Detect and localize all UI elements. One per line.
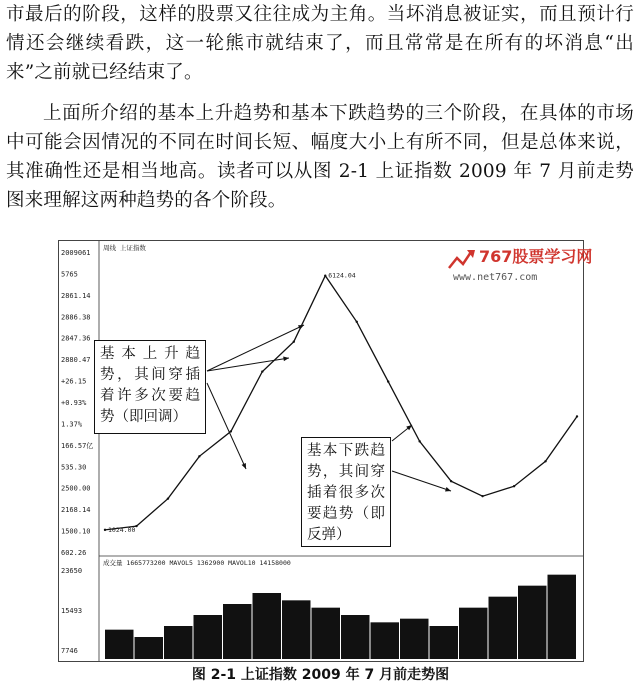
- callout-arrow: [207, 358, 289, 371]
- left-axis-label: 602.26: [61, 549, 87, 557]
- paragraph-2: 上面所介绍的基本上升趋势和基本下跌趋势的三个阶段，在具体的市场中可能会因情况的不同在时间长短、幅度大小上有所不同，但是总体来说，其准确性还是相当地高。读者可以从图 2-1 上证指数 2009 年 7 月前走势图来理解这两种趋势的各个阶段。: [6, 103, 634, 211]
- price-point: [293, 341, 295, 343]
- left-axis-label: 535.30: [61, 463, 87, 472]
- left-axis-labels: [61, 249, 93, 557]
- price-point: [513, 485, 515, 487]
- volume-bar: [548, 575, 577, 659]
- left-axis-label: 2861.14: [61, 291, 91, 300]
- left-axis-label: 5765: [61, 270, 78, 279]
- left-axis-label: 2168.14: [61, 506, 91, 515]
- volume-bar: [371, 622, 400, 659]
- callout-arrow: [207, 383, 246, 469]
- trend-up-icon: [449, 252, 471, 268]
- volume-bar: [341, 615, 370, 659]
- watermark-logo: [445, 244, 595, 284]
- volume-bar: [430, 626, 459, 659]
- price-point: [135, 525, 137, 527]
- price-point: [576, 415, 578, 417]
- volume-bar: [282, 600, 311, 659]
- left-axis-label: 2886.38: [61, 313, 91, 322]
- volume-series: [105, 575, 576, 659]
- left-axis-label: 1500.10: [61, 527, 91, 536]
- left-axis-label: 1.37%: [61, 420, 83, 429]
- watermark-url: www.net767.com: [453, 272, 538, 283]
- volume-header: 成交量 1665773200 MAVOL5 1362900 MAVOL10 14158000: [103, 559, 291, 567]
- left-axis-label: 2880.47: [61, 356, 91, 365]
- left-axis-label: 2009061: [61, 249, 91, 257]
- price-point: [450, 480, 452, 482]
- peak-label: 6124.04: [328, 271, 356, 280]
- volume-bar: [105, 630, 134, 659]
- volume-bar: [518, 586, 547, 659]
- volume-bar: [194, 615, 223, 659]
- callout-arrow: [392, 471, 451, 491]
- volume-bar: [253, 593, 282, 659]
- volume-bar: [164, 626, 193, 659]
- chart-header: 周线 上证指数: [103, 244, 146, 252]
- callout-downtrend: 基本下跌趋势，其间穿插着很多次要趋势（即反弹）: [301, 437, 391, 547]
- left-axis-label: 166.57亿: [61, 441, 94, 450]
- price-point: [387, 380, 389, 382]
- arrowhead-icon: [283, 357, 289, 362]
- volume-bar: [312, 608, 341, 659]
- price-point: [544, 460, 546, 462]
- watermark-title: 767股票学习网: [479, 247, 593, 266]
- low-label: 1024.00: [108, 525, 136, 534]
- volume-bar: [135, 637, 164, 659]
- left-axis-label: +0.93%: [61, 399, 87, 407]
- left-axis-label: 2500.00: [61, 484, 91, 493]
- volume-axis-labels: [61, 567, 82, 655]
- volume-axis-label: 15493: [61, 607, 83, 615]
- volume-bar: [459, 608, 488, 659]
- price-point: [261, 370, 263, 372]
- left-axis-label: 2847.36: [61, 334, 91, 343]
- price-point: [198, 455, 200, 457]
- volume-axis-label: 23650: [61, 567, 83, 575]
- price-point: [230, 430, 232, 432]
- volume-bar: [223, 604, 252, 659]
- left-axis-label: +26.15: [61, 377, 87, 386]
- price-point: [167, 497, 169, 499]
- callout-arrow: [207, 325, 304, 371]
- price-point: [104, 529, 106, 531]
- volume-bar: [489, 597, 518, 659]
- paragraph-1: 市最后的阶段，这样的股票又往往成为主角。当坏消息被证实，而且预计行情还会继续看跌，这一轮熊市就结束了，而且常常是在所有的坏消息“出来”之前就已经结束了。: [6, 4, 634, 83]
- figure-caption: 图 2-1 上证指数 2009 年 7 月前走势图: [191, 667, 450, 683]
- price-point: [324, 275, 326, 277]
- arrowhead-icon: [445, 487, 451, 491]
- price-point: [356, 321, 358, 323]
- price-point: [418, 440, 420, 442]
- volume-axis-label: 7746: [61, 647, 78, 655]
- volume-bar: [400, 619, 429, 659]
- callout-uptrend: 基本上升趋势，其间穿插着许多次要趋势（即回调）: [94, 340, 206, 434]
- price-point: [481, 495, 483, 497]
